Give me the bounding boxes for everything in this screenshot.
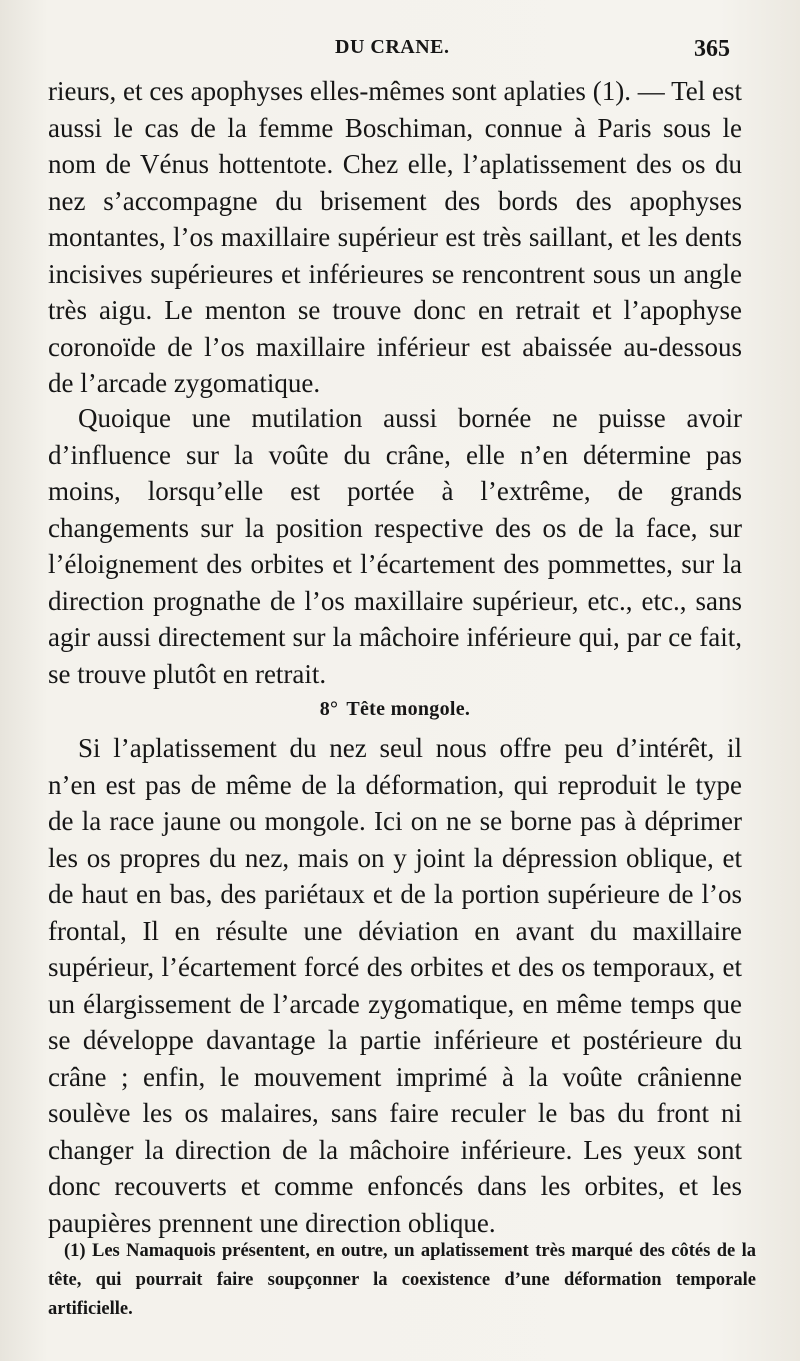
page-number: 365 — [694, 36, 730, 62]
paragraph-1: rieurs, et ces apophyses elles-mêmes sont aplaties (1). — Tel est aussi le cas de la femme Boschiman, connue à Paris sous le nom de Vénus hottentote. Chez elle, l’aplatissement des os du nez s’accompagne du brisement des bords des apophyses montantes, l’os maxillaire supérieur est très saillant, et les dents incisives supérieures et inférieures se rencontrent sous un angle très aigu. Le menton se trouve donc en retrait et l’apophyse coronoïde de l’os maxillaire inférieur est abaissée au-dessous de l’arcade zygomatique. — [48, 76, 742, 398]
paragraph-2-container — [48, 400, 742, 692]
page-header — [0, 36, 800, 68]
section-heading — [48, 698, 742, 721]
section-title: Tête mongole. — [346, 698, 471, 720]
paragraph-3: Si l’aplatissement du nez seul nous offre peu d’intérêt, il n’en est pas de même de la déformation, qui reproduit le type de la race jaune ou mongole. Ici on ne se borne pas à déprimer les os propres du nez, mais on y joint la dépression oblique, et de haut en bas, des pariétaux et de la portion supérieure de l’os frontal, Il en résulte une déviation en avant du maxillaire supérieur, l’écartement forcé des orbites et des os temporaux, et un élargissement de l’arcade zygomatique, en même temps que se développe davantage la partie inférieure et postérieure du crâne ; enfin, le mouvement imprimé à la voûte crânienne soulève les os malaires, sans faire reculer le bas du front ni changer la direction de la mâchoire inférieure. Les yeux sont donc recouverts et comme enfoncés dans les orbites, et les paupières prennent une direction oblique. — [48, 733, 742, 1238]
paragraph-2: Quoique une mutilation aussi bornée ne puisse avoir d’influence sur la voûte du crâne, elle n’en détermine pas moins, lorsqu’elle est portée à l’extrême, de grands changements sur la position respective des os de la face, sur l’éloignement des orbites et l’écartement des pommettes, sur la direction prognathe de l’os maxillaire supérieur, etc., etc., sans agir aussi directement sur la mâchoire inférieure qui, par ce fait, se trouve plutôt en retrait. — [48, 403, 742, 689]
paragraph-1-container — [48, 73, 742, 402]
paragraph-3-container — [48, 730, 742, 1241]
footnote: (1) Les Namaquois présentent, en outre, un aplatissement très marqué des côtés de la tête, qui pourrait faire soupçonner la coexistence d’une déformation temporale artificielle. — [48, 1241, 756, 1319]
section-number: 8° — [319, 698, 339, 720]
running-head: DU CRANE. — [335, 36, 450, 58]
